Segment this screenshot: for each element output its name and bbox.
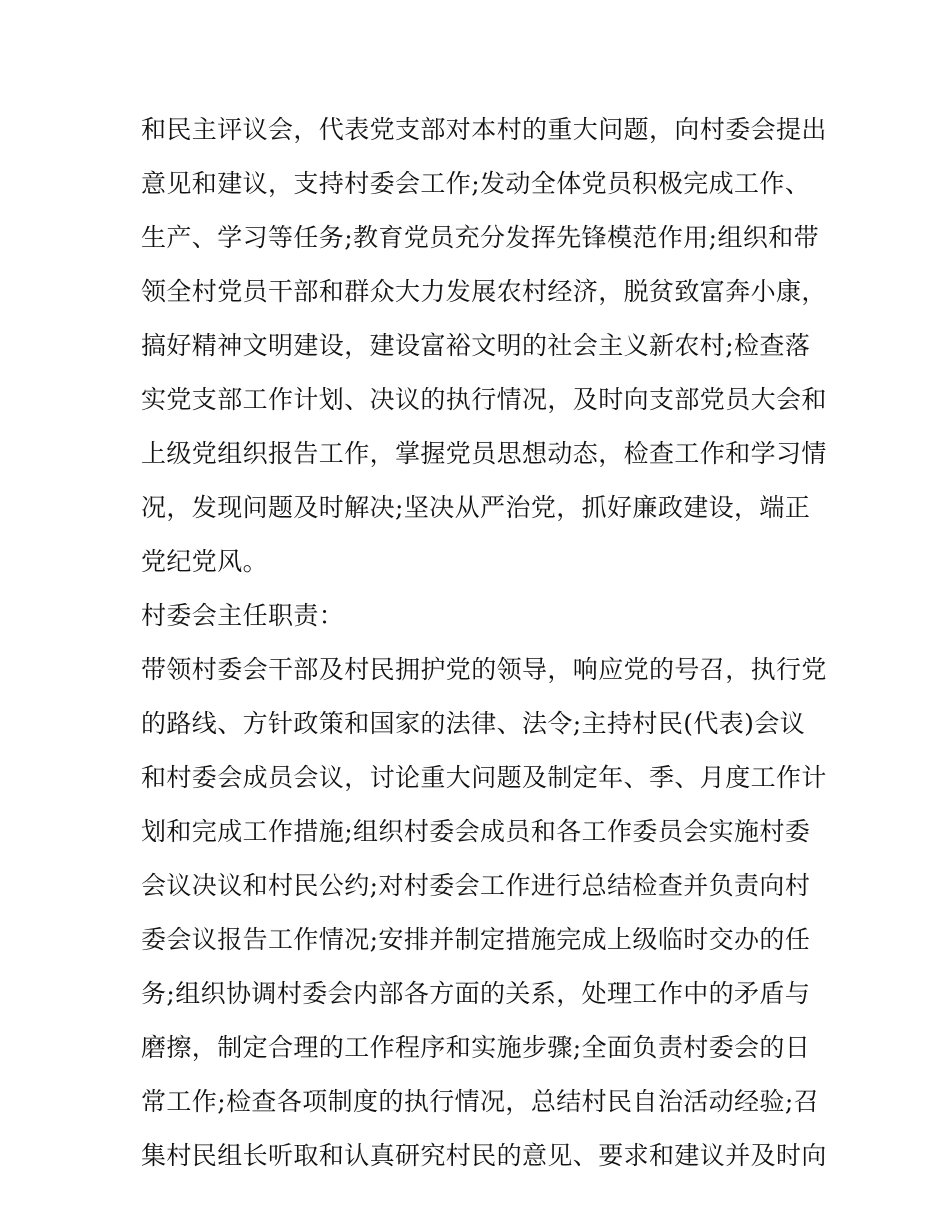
text-line: 常工作;检查各项制度的执行情况，总结村民自治活动经验;召 — [141, 1087, 820, 1116]
text-line: 务;组织协调村委会内部各方面的关系，处理工作中的矛盾与 — [141, 979, 811, 1008]
text-line: 上级党组织报告工作，掌握党员思想动态，检查工作和学习情 — [141, 439, 827, 468]
text-line: 意见和建议，支持村委会工作;发动全体党员积极完成工作、 — [141, 169, 811, 198]
text-line: 和民主评议会，代表党支部对本村的重大问题，向村委会提出 — [141, 115, 827, 144]
text-line: 委会议报告工作情况;安排并制定措施完成上级临时交办的任 — [141, 925, 811, 954]
text-line: 实党支部工作计划、决议的执行情况，及时向支部党员大会和 — [141, 385, 827, 414]
text-line: 的路线、方针政策和国家的法律、法令;主持村民(代表)会议 — [141, 709, 806, 738]
text-line: 和村委会成员会议，讨论重大问题及制定年、季、月度工作计 — [141, 763, 827, 792]
text-line: 会议决议和村民公约;对村委会工作进行总结检查并负责向村 — [141, 871, 811, 900]
text-line: 磨擦，制定合理的工作程序和实施步骤;全面负责村委会的日 — [141, 1033, 811, 1062]
text-line: 领全村党员干部和群众大力发展农村经济，脱贫致富奔小康， — [141, 277, 827, 306]
text-line: 搞好精神文明建设，建设富裕文明的社会主义新农村;检查落 — [141, 331, 811, 360]
text-line: 集村民组长听取和认真研究村民的意见、要求和建议并及时向 — [141, 1141, 827, 1170]
text-line: 带领村委会干部及村民拥护党的领导，响应党的号召，执行党 — [141, 655, 827, 684]
text-line: 况，发现问题及时解决;坚决从严治党，抓好廉政建设，端正 — [141, 493, 811, 522]
text-line: 划和完成工作措施;组织村委会成员和各工作委员会实施村委 — [141, 817, 811, 846]
text-line: 党纪党风。 — [141, 547, 269, 576]
text-line: 生产、学习等任务;教育党员充分发挥先锋模范作用;组织和带 — [141, 223, 820, 252]
section-heading: 村委会主任职责： — [141, 601, 345, 630]
